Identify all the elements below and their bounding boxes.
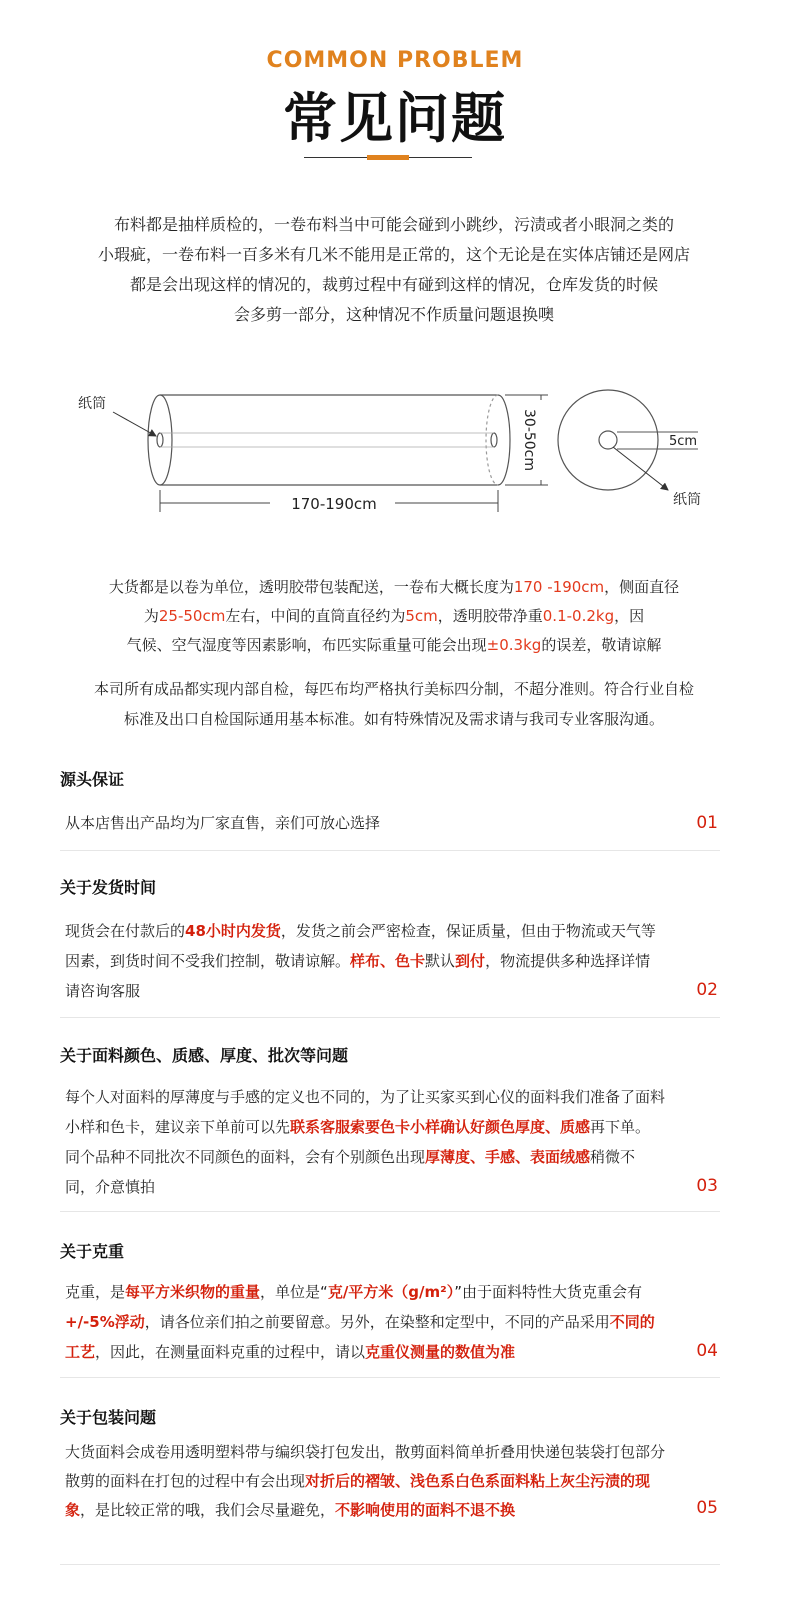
faq-item-05: [60, 1406, 720, 1568]
faq-divider: [60, 1017, 720, 1018]
intro-line: 布料都是抽样质检的，一卷布料当中可能会碰到小跳纱，污渍或者小眼洞之类的: [113, 215, 674, 234]
answer-text: 每个人对面料的厚薄度与手感的定义也不同的，为了让买家买到心仪的面料我们准备了面料小样和色卡，建议亲下单前可以先: [65, 1088, 666, 1136]
faq-number: 05: [696, 1498, 718, 1518]
faq-number: 03: [696, 1176, 718, 1196]
faq-divider: [60, 1377, 720, 1378]
answer-text: ，因此，在测量面料克重的过程中，请以: [95, 1343, 366, 1361]
faq-question: 源头保证: [60, 770, 125, 789]
quality-statement: 本司所有成品都实现内部自检，每匹布均严格执行美标四分制，不超分准则。符合行业自检标准及出口自检国际通用基本标准。如有特殊情况及需求请与我司专业客服沟通。: [93, 680, 694, 728]
faq-question: 关于包装问题: [60, 1408, 157, 1427]
faq-number: 01: [696, 813, 718, 833]
answer-highlight: 不同的工艺: [65, 1313, 655, 1361]
answer-highlight: 对折后的褶皱、浅色系白色系面料粘上灰尘污渍的现象: [65, 1472, 651, 1519]
length-label: 170-190cm: [291, 495, 377, 513]
faq-answer: [65, 1438, 665, 1525]
faq-answer: [65, 916, 665, 1006]
core-diameter-label: 5cm: [669, 434, 698, 449]
tube-label-left: 纸筒: [78, 396, 106, 412]
answer-text: ，是比较正常的哦，我们会尽量避免，: [80, 1501, 336, 1519]
answer-text: ，请各位亲们拍之前要留意。另外，在染整和定型中，不同的产品采用: [144, 1313, 610, 1331]
answer-highlight: 联系客服索要色卡小样确认好颜色厚度、质感: [290, 1118, 591, 1136]
answer-highlight: 48小时内发货: [185, 922, 281, 940]
answer-highlight: 样布、色卡: [350, 952, 426, 970]
answer-highlight: 克重仪测量的数值为准: [365, 1343, 516, 1361]
section-title-cn: 常见问题: [283, 87, 507, 150]
faq-item-04: [60, 1240, 720, 1380]
faq-divider: [60, 1211, 720, 1212]
faq-item-01: [60, 768, 720, 852]
faq-question: 关于克重: [60, 1242, 125, 1261]
intro-line: 会多剪一部分，这种情况不作质量问题退换噢: [233, 305, 554, 324]
intro-line: 小瑕疵，一卷布料一百多米有几米不能用是正常的，这个无论是在实体店铺还是网店: [97, 245, 690, 264]
faq-answer: [65, 1082, 665, 1202]
faq-divider: [60, 1564, 720, 1565]
faq-item-02: [60, 876, 720, 1020]
faq-answer: [65, 810, 665, 836]
answer-highlight: 每平方米织物的重量: [125, 1283, 261, 1301]
faq-number: 02: [696, 980, 718, 1000]
answer-highlight: 到付: [455, 952, 486, 970]
answer-highlight: 厚薄度、手感、表面绒感: [425, 1148, 591, 1166]
answer-text: 大货面料会成卷用透明塑料带与编织袋打包发出，散剪面料简单折叠用快递包装袋打包部分散剪的面料在打包的过程中有会出现: [65, 1443, 666, 1490]
tube-pointer-right: [613, 447, 668, 490]
faq-question: 关于发货时间: [60, 878, 157, 897]
faq-answer: [65, 1277, 665, 1367]
faq-number: 04: [696, 1341, 718, 1361]
faq-item-03: [60, 1044, 720, 1214]
answer-text: 稍微不同，介意慎拍: [65, 1148, 636, 1196]
spec-line: 为25-50cm左右，中间的直筒直径约为5cm，透明胶带净重0.1-0.2kg，因: [143, 607, 645, 625]
spec-line: 气候、空气湿度等因素影响，布匹实际重量可能会出现±0.3kg的误差，敬请谅解: [126, 636, 662, 654]
answer-text: 从本店售出产品均为厂家直售，亲们可放心选择: [65, 814, 381, 832]
title-accent-bar: [367, 155, 409, 160]
answer-text: ”由于面料特性大货克重会有: [454, 1283, 642, 1301]
answer-highlight: 不影响使用的面料不退不换: [335, 1501, 516, 1519]
answer-text: ，单位是“: [260, 1283, 328, 1301]
answer-highlight: 克/平方米（g/m²）: [327, 1283, 455, 1301]
answer-text: 现货会在付款后的: [65, 922, 186, 940]
answer-text: ，物流提供多种选择详情请咨询客服: [65, 952, 651, 1000]
answer-text: 再下单。同个品种不同批次不同颜色的面料，会有个别颜色出现: [65, 1118, 651, 1166]
diameter-label: 30-50cm: [521, 408, 537, 472]
fabric-roll-diagram: [0, 375, 790, 535]
answer-text: 默认: [425, 952, 456, 970]
answer-text: ，发货之前会严密检查，保证质量，但由于物流或天气等因素，到货时间不受我们控制，敬请谅解。: [65, 922, 656, 970]
faq-question: 关于面料颜色、质感、厚度、批次等问题: [60, 1046, 349, 1065]
spec-line: 大货都是以卷为单位，透明胶带包装配送，一卷布大概长度为170 -190cm，侧面直径: [108, 578, 680, 596]
roll-specs: [60, 573, 728, 660]
answer-highlight: +/-5%浮动: [65, 1313, 145, 1331]
faq-divider: [60, 850, 720, 851]
section-title-en: COMMON PROBLEM: [266, 48, 524, 73]
tube-label-right: 纸筒: [673, 492, 701, 508]
answer-text: 克重，是: [65, 1283, 126, 1301]
intro-line: 都是会出现这样的情况的，裁剪过程中有碰到这样的情况，仓库发货的时候: [129, 275, 658, 294]
roll-side-view: [148, 395, 510, 485]
intro-paragraph: [60, 210, 728, 330]
